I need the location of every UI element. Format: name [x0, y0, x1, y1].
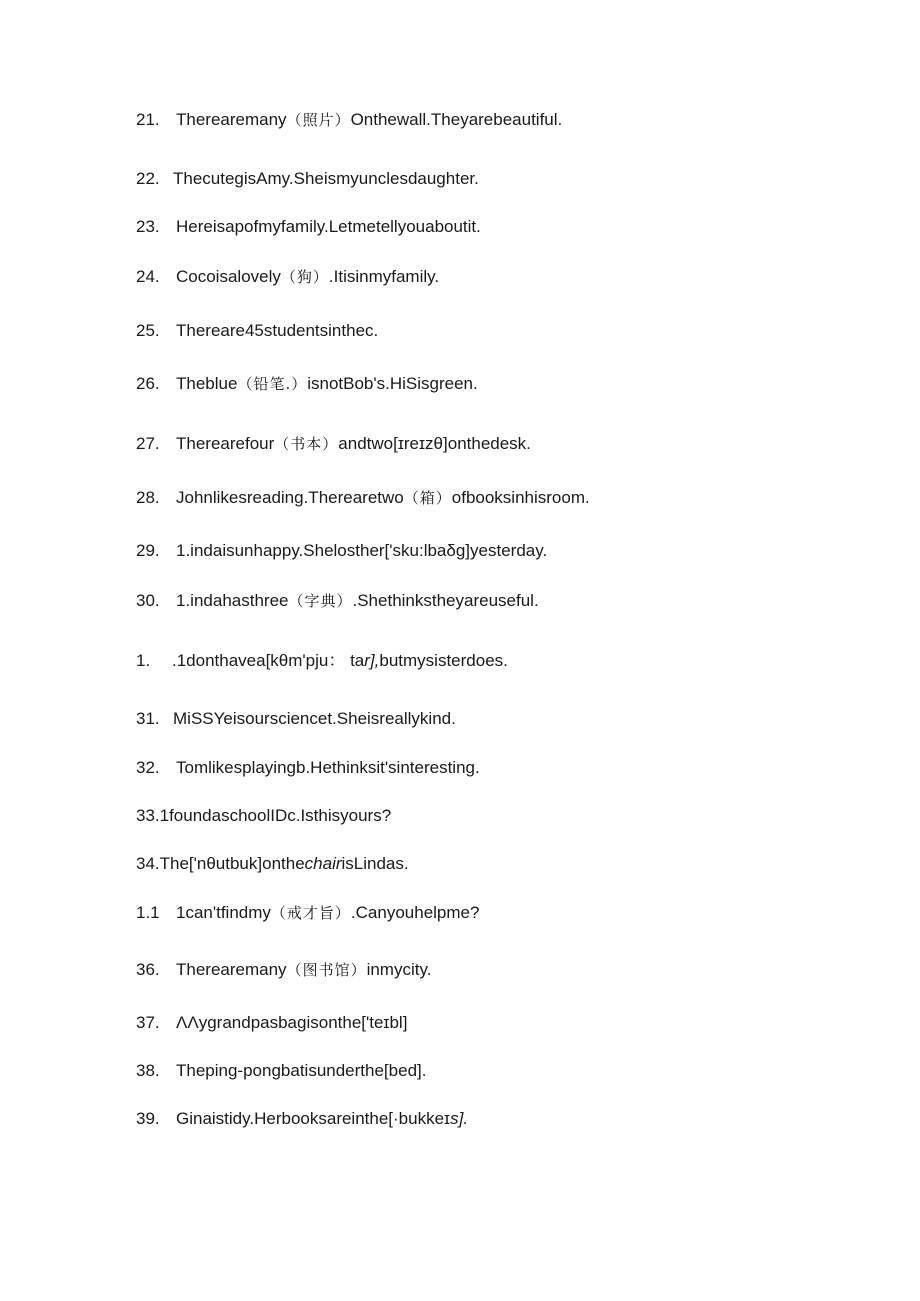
line-text: Theping-pongbatisunderthe[bed]. [176, 1061, 427, 1080]
line-text: 1.indahasthree [176, 591, 289, 610]
line-text: 1can'tfindmy [176, 903, 271, 922]
exercise-line-28 [136, 487, 590, 509]
line-number: 39. [136, 1109, 160, 1128]
line-text: Johnlikesreading.Therearetwo [176, 488, 404, 507]
line-number: 1. [136, 651, 151, 670]
line-text-italic: chair [304, 854, 342, 873]
line-text-end: .Canyouhelpme? [350, 903, 480, 922]
line-number: 37. [136, 1013, 160, 1032]
line-text-end: .Itisinmyfamily. [328, 267, 440, 286]
line-text-italic: s]. [450, 1109, 469, 1128]
line-text-italic: r], [364, 651, 380, 670]
line-text: ThecutegisAmy.Sheismyunclesdaughter. [173, 169, 479, 188]
line-text: Hereisapofmyfamily.Letmetellyouaboutit. [176, 217, 481, 236]
line-text: MiSSYeisoursciencet.Sheisreallykind. [173, 709, 456, 728]
chinese-hint: （图书馆） [286, 961, 367, 979]
line-text: Therearemany [176, 110, 287, 129]
exercise-line-27 [136, 433, 531, 455]
exercise-line-22 [136, 168, 479, 190]
chinese-hint: （字典） [288, 592, 353, 610]
exercise-line-31 [136, 708, 456, 730]
line-text-end: andtwo[ɪreɪzθ]onthedesk. [338, 434, 531, 453]
line-text: Theblue [176, 374, 238, 393]
exercise-line-21 [136, 109, 562, 131]
line-text: Ginaistidy.Herbooksareinthe[·bukkeɪ [176, 1109, 451, 1128]
exercise-line-30 [136, 590, 539, 612]
line-text: Therearefour [176, 434, 275, 453]
exercise-line-26 [136, 373, 478, 395]
exercise-line-37 [136, 1012, 407, 1034]
chinese-hint: （狗） [280, 268, 329, 286]
line-text: 34.The['nθutbuk]onthe [136, 854, 305, 873]
exercise-line-23 [136, 216, 481, 238]
line-text: 33.1foundaschoolIDc.Isthisyours? [136, 806, 392, 825]
exercise-line-1 [136, 650, 508, 672]
line-number: 21. [136, 110, 160, 129]
line-number: 1.1 [136, 903, 160, 922]
line-number: 36. [136, 960, 160, 979]
exercise-line-32 [136, 757, 480, 779]
line-number: 26. [136, 374, 160, 393]
line-text-end: isLindas. [341, 854, 409, 873]
line-number: 25. [136, 321, 160, 340]
line-number: 32. [136, 758, 160, 777]
line-text-end: ofbooksinhisroom. [451, 488, 590, 507]
line-number: 28. [136, 488, 160, 507]
line-text-end: Onthewall.Theyarebeautiful. [350, 110, 563, 129]
exercise-line-36 [136, 959, 431, 981]
line-number: 27. [136, 434, 160, 453]
exercise-line-25 [136, 320, 378, 342]
line-text-end: .Shethinkstheyareuseful. [352, 591, 539, 610]
line-text-end: isnotBob's.HiSisgreen. [307, 374, 478, 393]
line-number: 31. [136, 709, 160, 728]
line-text: .1donthavea[kθm'pju： ta [172, 651, 365, 670]
line-number: 30. [136, 591, 160, 610]
chinese-hint: （铅笔.） [237, 375, 308, 393]
exercise-line-1-1 [136, 902, 479, 924]
line-number: 23. [136, 217, 160, 236]
line-text: Thereare45studentsinthec. [176, 321, 379, 340]
exercise-line-34 [136, 853, 409, 875]
line-text: Therearemany [176, 960, 287, 979]
chinese-hint: （书本） [274, 435, 339, 453]
line-text-end: butmysisterdoes. [379, 651, 508, 670]
chinese-hint: （戒才旨） [270, 904, 351, 922]
line-text-end: inmycity. [366, 960, 432, 979]
line-text: Tomlikesplayingb.Hethinksit'sinteresting. [176, 758, 480, 777]
line-text: 1.indaisunhappy.Shelosther['sku:lbaδg]yesterday. [176, 541, 548, 560]
exercise-line-38 [136, 1060, 426, 1082]
line-number: 22. [136, 169, 160, 188]
exercise-line-24 [136, 266, 439, 288]
chinese-hint: （箱） [403, 489, 452, 507]
chinese-hint: （照片） [286, 111, 351, 129]
line-text: ΛΛygrandpasbagisonthe['teɪbl] [176, 1013, 408, 1032]
line-number: 38. [136, 1061, 160, 1080]
line-number: 29. [136, 541, 160, 560]
line-text: Cocoisalovely [176, 267, 281, 286]
exercise-line-29 [136, 540, 547, 562]
exercise-line-39 [136, 1108, 468, 1130]
exercise-line-33 [136, 805, 391, 827]
line-number: 24. [136, 267, 160, 286]
